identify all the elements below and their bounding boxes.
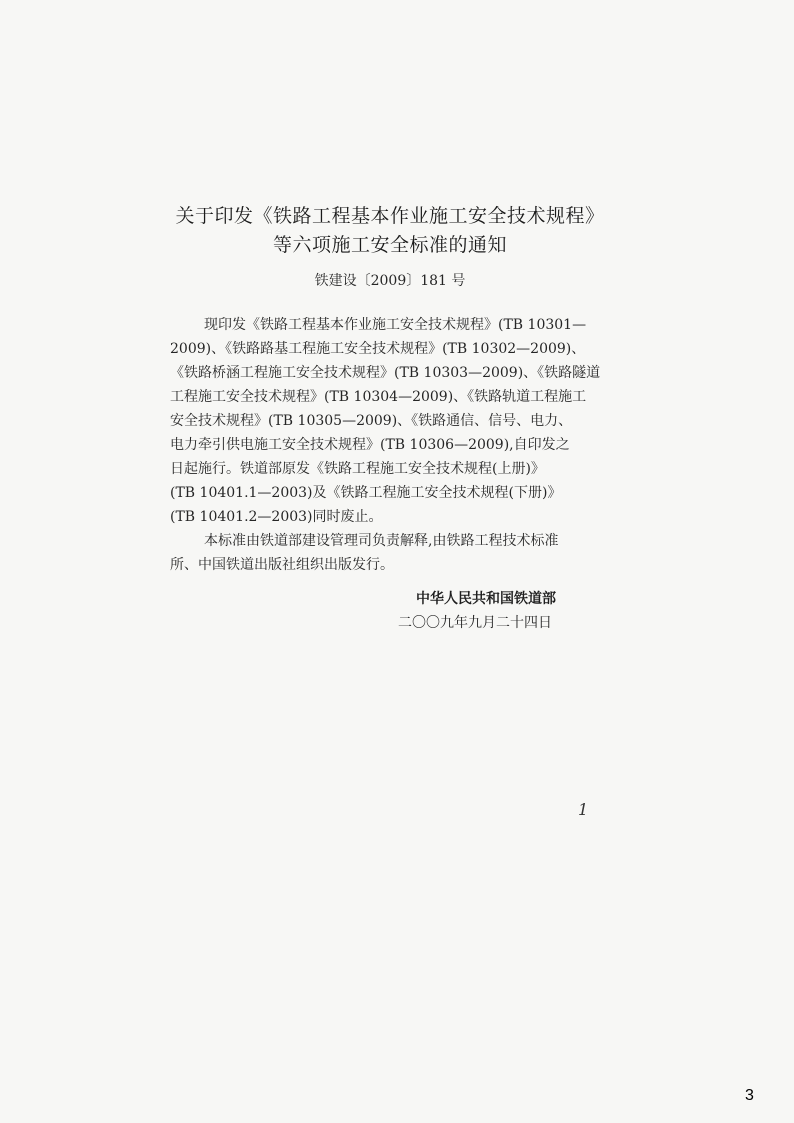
body-line: 电力牵引供电施工安全技术规程》(TB 10306—2009),自印发之: [170, 437, 570, 453]
body-line: 《铁路桥涵工程施工安全技术规程》(TB 10303—2009)、《铁路隧道: [170, 365, 601, 381]
body-line: (TB 10401.2—2003)同时废止。: [170, 509, 383, 525]
body-line: (TB 10401.1—2003)及《铁路工程施工安全技术规程(下册)》: [170, 485, 562, 501]
inner-page-number: 1: [578, 800, 589, 819]
document-number: 铁建设〔2009〕181 号: [314, 273, 466, 289]
notice-title-line-2: 等六项施工安全标准的通知: [272, 234, 507, 256]
body-line: 现印发《铁路工程基本作业施工安全技术规程》(TB 10301—: [204, 317, 587, 333]
body-line: 日起施行。铁道部原发《铁路工程施工安全技术规程(上册)》: [170, 461, 545, 477]
body-line: 本标准由铁道部建设管理司负责解释,由铁路工程技术标准: [204, 533, 559, 549]
notice-title-line-1: 关于印发《铁路工程基本作业施工安全技术规程》: [175, 205, 605, 227]
body-line: 2009)、《铁路路基工程施工安全技术规程》(TB 10302—2009)、: [170, 341, 586, 357]
body-line: 安全技术规程》(TB 10305—2009)、《铁路通信、信号、电力、: [170, 413, 573, 429]
body-line: 工程施工安全技术规程》(TB 10304—2009)、《铁路轨道工程施工: [170, 389, 587, 405]
body-line: 所、中国铁道出版社组织出版发行。: [170, 557, 394, 573]
page-number: 3: [745, 1087, 754, 1104]
issue-date: 二〇〇九年九月二十四日: [398, 615, 552, 631]
issuer-name: 中华人民共和国铁道部: [416, 591, 556, 607]
